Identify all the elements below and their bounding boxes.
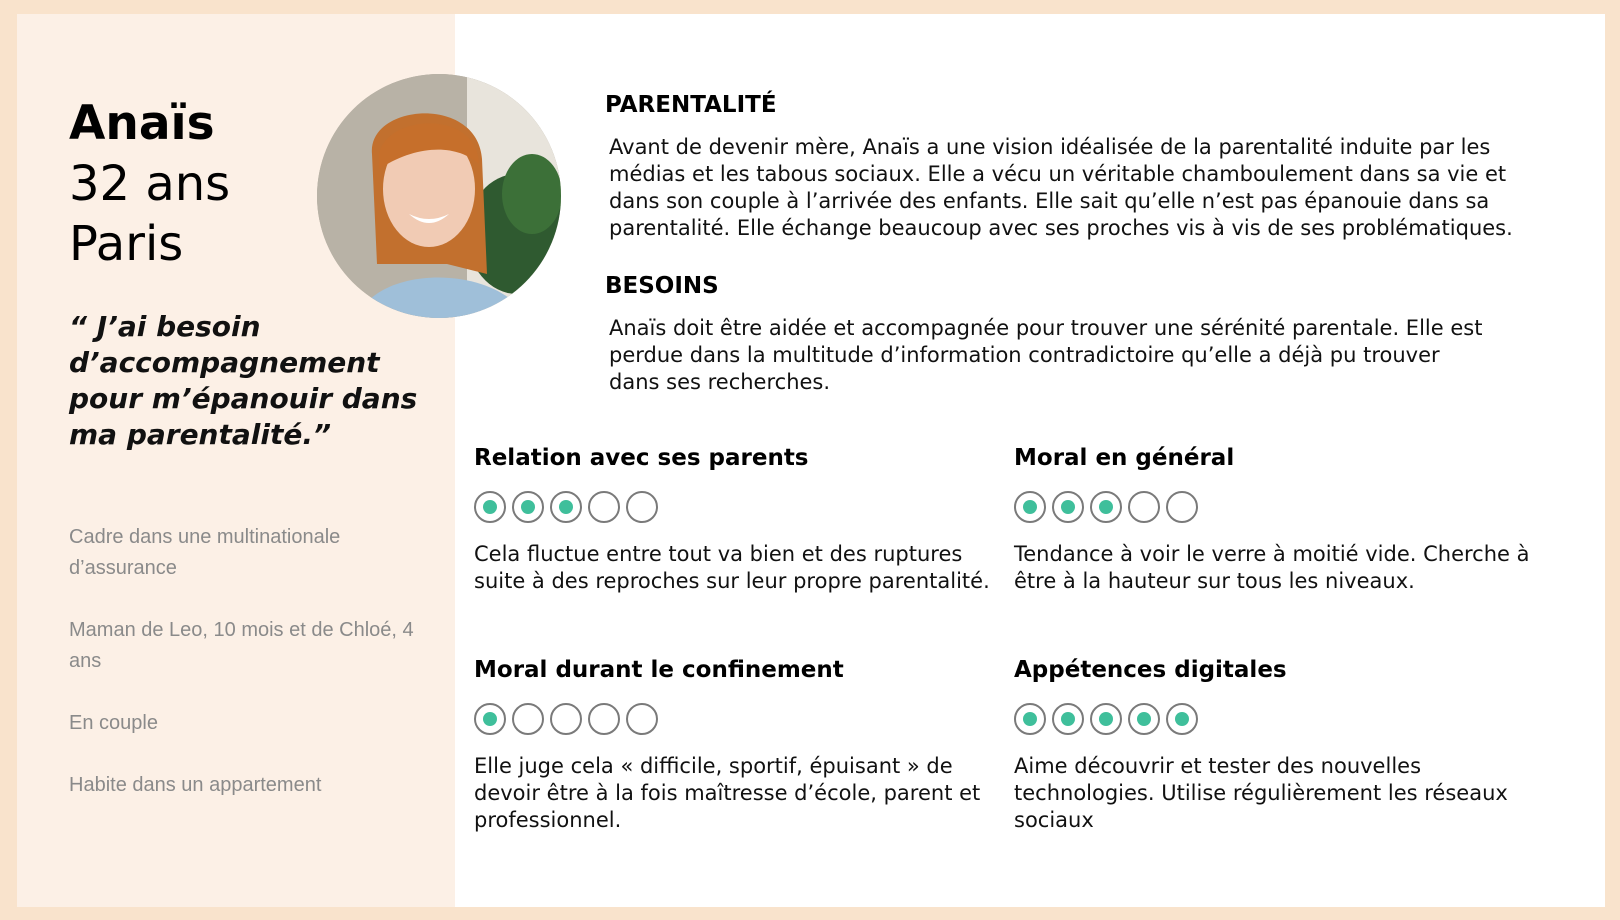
metric-moral-general (1014, 443, 1534, 595)
rating-dot-filled (1128, 703, 1160, 735)
metric-title: Moral en général (1014, 445, 1235, 471)
section-text-besoins: Anaïs doit être aidée et accompagnée pour trouver une sérénité parentale. Elle est perdue dans la multitude d’information contradictoire qu’elle a déjà pu trouver dans ses recherches. (609, 316, 1483, 394)
avatar (317, 74, 561, 318)
rating-dot-empty (1128, 491, 1160, 523)
metric-text: Aime découvrir et tester des nouvelles technologies. Utilise régulièrement les réseaux sociaux (1014, 754, 1508, 832)
rating-dots (1014, 703, 1534, 735)
rating-dot-filled (1052, 703, 1084, 735)
fact-job: Cadre dans une multinationale d’assurance (69, 526, 341, 579)
section-title-parentalite: PARENTALITÉ (605, 92, 777, 118)
persona-facts (69, 522, 429, 832)
rating-dot-filled (1014, 491, 1046, 523)
rating-dots (474, 703, 994, 735)
metric-title: Appétences digitales (1014, 657, 1287, 683)
fact-relationship: En couple (69, 712, 158, 734)
rating-dot-filled (1166, 703, 1198, 735)
rating-dot-empty (626, 703, 658, 735)
metric-relation-parents (474, 443, 994, 595)
persona-card (17, 14, 1605, 907)
persona-name: Anaïs (69, 96, 215, 151)
avatar-photo (317, 74, 561, 318)
metric-text: Tendance à voir le verre à moitié vide. Cherche à être à la hauteur sur tous les niveaux. (1014, 542, 1530, 593)
fact-housing: Habite dans un appartement (69, 774, 322, 796)
rating-dot-filled (474, 491, 506, 523)
rating-dot-empty (1166, 491, 1198, 523)
metric-appetences-digitales (1014, 655, 1534, 834)
persona-quote: “ J’ai besoin d’accompagnement pour m’épanouir dans ma parentalité.” (69, 310, 418, 451)
persona-city: Paris (69, 216, 184, 272)
metric-title: Relation avec ses parents (474, 445, 809, 471)
metric-title: Moral durant le confinement (474, 657, 844, 683)
metric-text: Elle juge cela « difficile, sportif, épuisant » de devoir être à la fois maîtresse d’école, parent et professionnel. (474, 754, 981, 832)
rating-dot-empty (588, 703, 620, 735)
rating-dot-filled (512, 491, 544, 523)
rating-dots (474, 491, 994, 523)
rating-dot-filled (1090, 703, 1122, 735)
rating-dot-filled (1052, 491, 1084, 523)
rating-dot-filled (1090, 491, 1122, 523)
fact-children: Maman de Leo, 10 mois et de Chloé, 4 ans (69, 619, 414, 672)
rating-dot-filled (1014, 703, 1046, 735)
rating-dot-empty (588, 491, 620, 523)
metric-text: Cela fluctue entre tout va bien et des ruptures suite à des reproches sur leur propre parentalité. (474, 542, 990, 593)
section-title-besoins: BESOINS (605, 273, 719, 299)
metric-moral-confinement (474, 655, 994, 834)
persona-age: 32 ans (69, 156, 231, 212)
rating-dot-empty (550, 703, 582, 735)
rating-dot-empty (626, 491, 658, 523)
rating-dot-empty (512, 703, 544, 735)
rating-dot-filled (474, 703, 506, 735)
section-text-parentalite: Avant de devenir mère, Anaïs a une vision idéalisée de la parentalité induite par les médias et les tabous sociaux. Elle a vécu un véritable chamboulement dans sa vie et dans son couple à l’arrivée des enfants. Elle sait qu’elle n’est pas épanouie dans sa parentalité. Elle échange beaucoup avec ses proches vis à vis de ses problématiques. (609, 135, 1513, 240)
rating-dots (1014, 491, 1534, 523)
rating-dot-filled (550, 491, 582, 523)
